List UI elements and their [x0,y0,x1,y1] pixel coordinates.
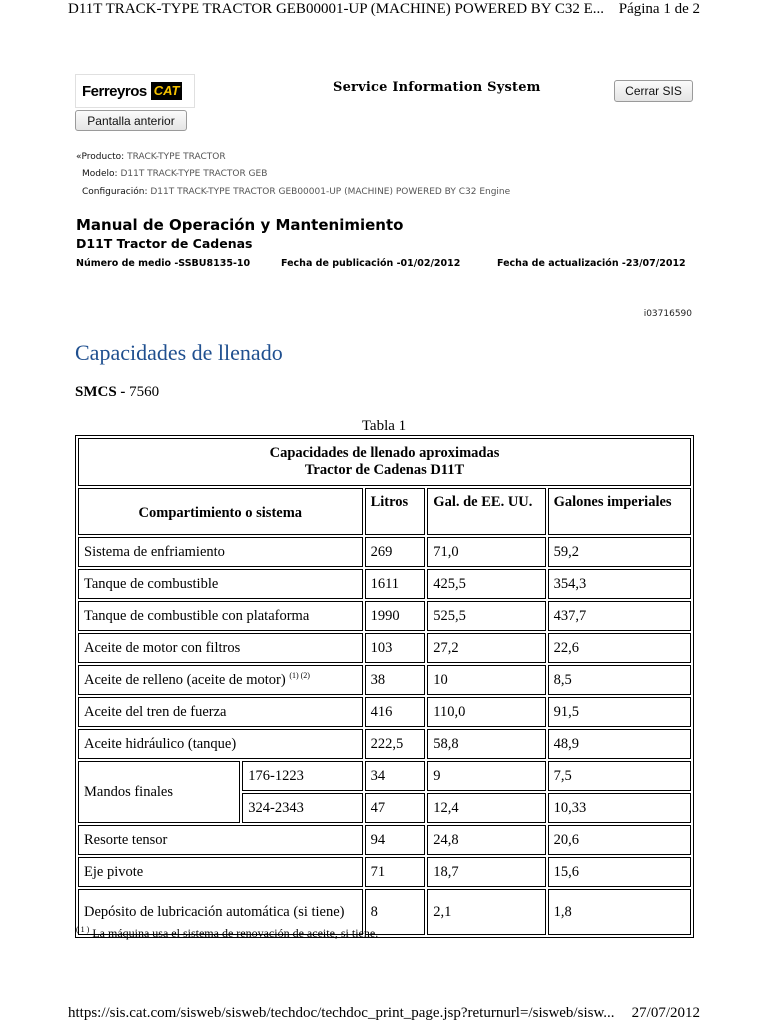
table-row [78,825,691,855]
table-row [78,729,691,759]
row-us-gal: 24,8 [427,825,545,855]
row-imp-gal: 1,8 [548,889,691,935]
row-us-gal: 71,0 [427,537,545,567]
section-title: Capacidades de llenado [75,340,283,365]
model-value: D11T TRACK-TYPE TRACTOR GEB [120,169,268,179]
row-liters: 103 [365,633,426,663]
print-footer-date: 27/07/2012 [631,1005,700,1021]
row-liters: 1611 [365,569,426,599]
table-row [78,601,691,631]
print-page-number: Página 1 de 2 [618,1,700,17]
fill-capacities-table [75,435,694,938]
row-us-gal: 27,2 [427,633,545,663]
row-liters: 269 [365,537,426,567]
row-us-gal: 425,5 [427,569,545,599]
table-header-line2: Tractor de Cadenas D11T [304,462,465,478]
row-us-gal: 58,8 [427,729,545,759]
row-liters: 47 [365,793,426,823]
row-imp-gal: 437,7 [548,601,691,631]
row-imp-gal: 7,5 [548,761,691,791]
configuration-line [82,187,510,197]
column-header-liters: Litros [365,488,426,535]
row-imp-gal: 8,5 [548,665,691,695]
final-drive-part: 176-1223 [242,761,362,791]
row-name: Sistema de enfriamiento [78,537,363,567]
row-liters: 71 [365,857,426,887]
product-value: TRACK-TYPE TRACTOR [127,152,226,162]
config-label: Configuración: [82,187,148,197]
manual-subtitle: D11T Tractor de Cadenas [76,236,253,251]
manual-title: Manual de Operación y Mantenimiento [76,216,404,234]
table-caption: Tabla 1 [361,418,407,434]
row-us-gal: 18,7 [427,857,545,887]
row-liters: 38 [365,665,426,695]
row-name: Depósito de lubricación automática (si tiene) [78,889,363,935]
row-imp-gal: 91,5 [548,697,691,727]
row-name: Resorte tensor [78,825,363,855]
final-drive-part: 324-2343 [242,793,362,823]
smcs-label: SMCS - [75,384,126,400]
ferreyros-cat-logo[interactable] [75,74,195,108]
row-imp-gal: 354,3 [548,569,691,599]
cat-logo-icon: CAT [151,82,183,100]
table-header-line1: Capacidades de llenado aproximadas [269,445,500,461]
row-imp-gal: 22,6 [548,633,691,663]
row-us-gal: 110,0 [427,697,545,727]
row-us-gal: 12,4 [427,793,545,823]
previous-screen-button[interactable]: Pantalla anterior [75,110,187,131]
row-us-gal: 2,1 [427,889,545,935]
row-us-gal: 10 [427,665,545,695]
row-name: Aceite hidráulico (tanque) [78,729,363,759]
print-header-title: D11T TRACK-TYPE TRACTOR GEB00001-UP (MACHINE) POWERED BY C32 E... [68,1,604,17]
model-label: Modelo: [82,169,118,179]
row-liters: 34 [365,761,426,791]
model-line [82,169,267,179]
row-liters: 94 [365,825,426,855]
table-row [78,537,691,567]
table-row [78,633,691,663]
smcs-value: 7560 [129,384,160,400]
row-name: Aceite del tren de fuerza [78,697,363,727]
row-liters: 8 [365,889,426,935]
table-row [78,665,691,695]
final-drives-name: Mandos finales [78,761,240,823]
row-imp-gal: 20,6 [548,825,691,855]
row-name-with-note [78,665,363,695]
product-label: «Producto: [76,152,125,162]
footnote-text: La máquina usa el sistema de renovación de aceite, si tiene. [92,926,379,940]
row-name: Aceite de relleno (aceite de motor) [84,671,286,688]
update-date: Fecha de actualización -23/07/2012 [497,258,686,269]
column-header-compartment: Compartimiento o sistema [78,488,363,535]
publication-date: Fecha de publicación -01/02/2012 [281,258,461,269]
table-row-final-drive [78,761,691,791]
row-liters: 1990 [365,601,426,631]
row-imp-gal: 59,2 [548,537,691,567]
product-line [76,152,226,162]
row-us-gal: 525,5 [427,601,545,631]
smcs-line [75,384,159,401]
table-main-header [78,438,691,486]
document-id: i03716590 [643,309,692,319]
row-us-gal: 9 [427,761,545,791]
footnote-reference[interactable]: (1) (2) [289,670,310,680]
row-imp-gal: 10,33 [548,793,691,823]
row-name: Tanque de combustible con plataforma [78,601,363,631]
row-imp-gal: 48,9 [548,729,691,759]
footnote [76,926,378,941]
print-footer-url: https://sis.cat.com/sisweb/sisweb/techdoc/techdoc_print_page.jsp?returnurl=/sisweb/sisw... [68,1005,615,1021]
row-name: Eje pivote [78,857,363,887]
row-liters: 416 [365,697,426,727]
table-row [78,569,691,599]
ferreyros-logo-text: Ferreyros [82,82,147,100]
media-number: Número de medio -SSBU8135-10 [76,258,251,269]
column-header-us-gallons: Gal. de EE. UU. [427,488,545,535]
row-imp-gal: 15,6 [548,857,691,887]
row-name: Tanque de combustible [78,569,363,599]
row-name: Aceite de motor con filtros [78,633,363,663]
column-header-imperial-gallons: Galones imperiales [548,488,691,535]
table-row [78,857,691,887]
config-value: D11T TRACK-TYPE TRACTOR GEB00001-UP (MACHINE) POWERED BY C32 Engine [150,187,511,197]
table-row [78,697,691,727]
row-liters: 222,5 [365,729,426,759]
sis-title: Service Information System [333,80,541,95]
close-sis-button[interactable]: Cerrar SIS [614,80,693,102]
footnote-marker: ( 1 ) [76,925,90,934]
